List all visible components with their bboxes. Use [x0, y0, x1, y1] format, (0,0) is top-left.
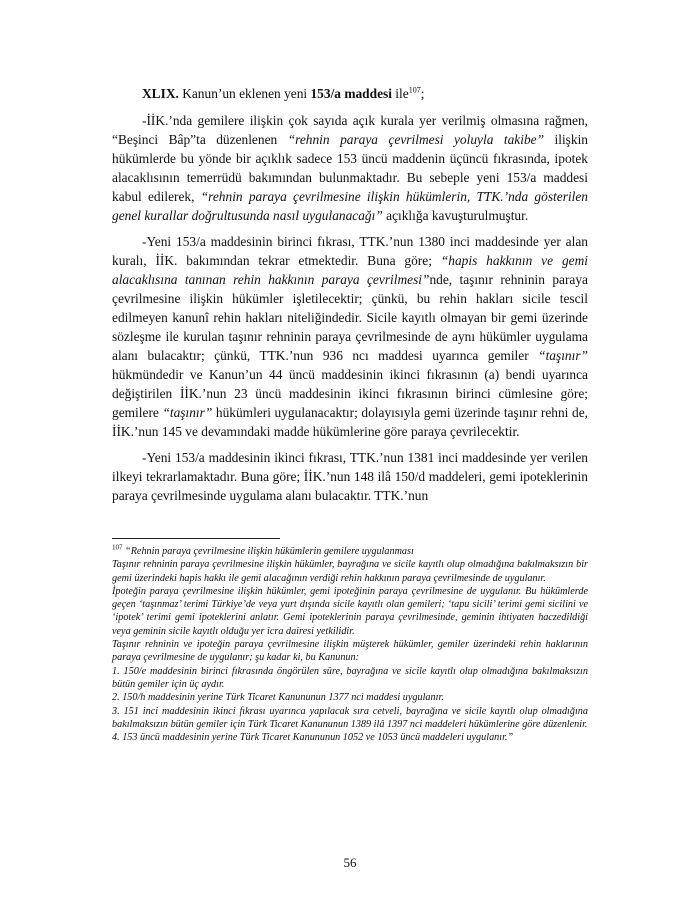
section-heading [112, 84, 588, 103]
italic-quote: “taşınır” [162, 405, 213, 420]
paragraph-text: nde, taşınır rehninin paraya çevrilmesine ilişkin hükümler işletilecektir; çünkü, bu rehin hakları sicile tescil edilmeyen kanunî rehin hakları niteliğindedir. Sicile kayıtlı olmayan bir gemi üzerinde sözleşme ile kurulan taşınır rehninin paraya çevrilmesinde de aynı hükümler uygulama alanı bulacaktır; çünkü, TTK.’nun 936 ncı maddesi uyarınca gemiler [112, 272, 589, 363]
paragraph-text: hükmündedir ve Kanun’un 44 üncü maddesinin ikinci fıkrasının (a) bendi uyarınca değiştirilen İİK.’nun 23 üncü maddesinin ikinci fıkrasının birinci cümlesine göre; gemilere [112, 367, 588, 420]
footnote-text: “Rehnin paraya çevrilmesine ilişkin hükümlerin gemilere uygulanması [125, 546, 414, 557]
footnote-line: 2. 150/h maddesinin yerine Türk Ticaret Kanununun 1377 nci maddesi uygulanır. [112, 692, 444, 704]
paragraph-text: -İİK.’nda gemilere ilişkin çok sayıda açık kurala yer verilmiş olmasına rağmen, “Beşinci Bâp”ta düzenlenen [112, 113, 588, 147]
paragraph-text: ilişkin hükümlerde bu yönde bir açıklık sadece 153 üncü maddenin üçüncü fıkrasında, ipotek alacaklısının temerrüdü bakımından bulunmaktadır. Bu sebeple yeni 153/a maddesi kabul edilerek, [112, 132, 588, 204]
footnote-line: İpoteğin paraya çevrilmesine ilişkin hükümler, gemi ipoteğinin paraya çevrilmesine de uygulanır. Bu hükümlerde geçen ‘taşınmaz’ terimi Türkiye’de veya yurt dışında sicile kayıtlı olan gemileri; ‘tapu sicili’ terimi gemi sicilini ve ‘ipotek’ terimi gemi ipoteklerini anlatır. Gemi ipoteklerinin paraya çevrilmesinde, geminin ihtiyaten haczedildiği veya geminin sicile kayıtlı olduğu yer icra dairesi yetkilidir. [112, 585, 588, 637]
heading-numeral: XLIX. [142, 86, 179, 101]
footnote-line: Taşınır rehninin ve ipoteğin paraya çevrilmesine ilişkin müşterek hükümler, gemiler üzerindeki rehin haklarının paraya çevrilmesine de uygulanır; şu kadar ki, bu Kanunun: [112, 639, 588, 664]
paragraph-3: -Yeni 153/a maddesinin ikinci fıkrası, TTK.’nun 1381 inci maddesinde yer verilen ilkeyi tekrarlamaktadır. Buna göre; İİK.’nun 148 ilâ 150/d maddeleri, gemi ipoteklerinin paraya çevrilmesinde uygulama alanı bulacaktır. TTK.’nun [112, 450, 588, 503]
heading-end: ; [420, 86, 425, 101]
italic-quote: “hapis hakkının ve gemi alacaklısına tanınan rehin hakkının paraya çevrilmesi” [112, 253, 588, 287]
italic-quote: “taşınır” [538, 348, 588, 363]
heading-text: Kanun’un eklenen yeni [178, 86, 311, 101]
footnote-number: 107 [112, 543, 123, 552]
italic-quote: “rehnin paraya çevrilmesi yoluyla takibe” [287, 132, 545, 147]
paragraph-1 [112, 111, 588, 225]
footnote-ref[interactable]: 107 [408, 85, 421, 95]
footnote-line [112, 545, 588, 558]
footnote-line: 1. 150/e maddesinin birinci fıkrasında öngörülen süre, bayrağına ve sicile kayıtlı olup olmadığına bakılmaksızın bütün gemiler için üç aydır. [112, 665, 588, 690]
paragraph-text: -Yeni 153/a maddesinin birinci fıkrası, TTK.’nun 1380 inci maddesinde yer alan kuralı, İİK. bakımından tekrar etmektedir. Buna göre; [112, 234, 588, 268]
footnote-line: 3. 151 inci maddesinin ikinci fıkrası uyarınca yapılacak sıra cetveli, bayrağına ve sicile kayıtlı olup olmadığına bakılmaksızın bütün gemiler için Türk Ticaret Kanununun 1389 ilâ 1397 nci maddeleri hükümlerine göre düzenlenir. [112, 705, 588, 730]
footnotes [112, 545, 588, 744]
italic-quote: “rehnin paraya çevrilmesine ilişkin hükümlerin, TTK.’nda gösterilen genel kurallar doğrultusunda nasıl uygulanacağı” [112, 189, 588, 223]
footnote-line: 4. 153 üncü maddesinin yerine Türk Ticaret Kanununun 1052 ve 1053 üncü maddeleri uygulanır.” [112, 732, 514, 744]
heading-suffix: ile [391, 86, 409, 101]
paragraph-2 [112, 232, 588, 441]
paragraph-text: açıklığa kavuşturulmuştur. [382, 208, 529, 223]
paragraph-text: hükümleri uygulanacaktır; dolayısıyla gemi üzerinde taşınır rehni de, İİK.’nun 145 ve devamındaki madde hükümlerine göre paraya çevrilecektir. [112, 405, 588, 439]
footnote-divider [112, 538, 280, 539]
page-number: 56 [343, 855, 357, 870]
main-text [112, 84, 588, 512]
footnote-line: Taşınır rehninin paraya çevrilmesine ilişkin hükümler, bayrağına ve sicile kayıtlı olup olmadığına bakılmaksızın bir gemi üzerindeki hapis hakkı ile gemi alacağının verdiği rehin hakkının paraya çevrilmesinde de uygulanır. [112, 559, 588, 584]
heading-article: 153/a maddesi [310, 86, 392, 101]
